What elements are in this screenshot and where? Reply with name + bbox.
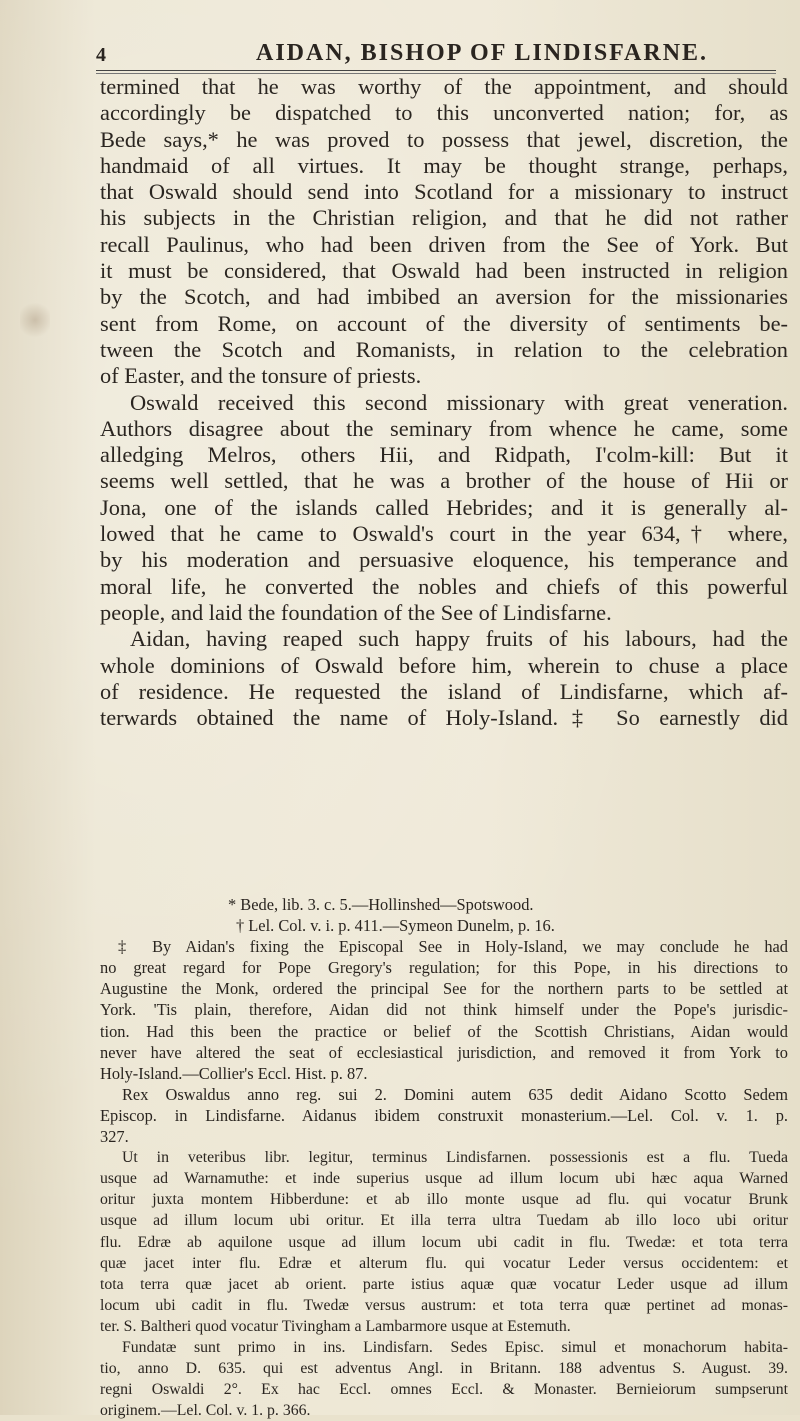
footnote-line: oritur juxta montem Hibberdune: et ab illo monte usque ad flu. qui vocatur Brunk [100, 1191, 788, 1209]
text-line: Aidan, having reaped such happy fruits of his labours, had the [130, 626, 788, 652]
text-line: sent from Rome, on account of the diversity of sentiments be- [100, 310, 788, 336]
footnote-line: usque ad Warnamuthe: et inde superius usque ad illum locum ubi hæc aqua Warned [100, 1170, 788, 1188]
paper-stain [20, 300, 50, 340]
footnote-line: never have altered the seat of ecclesiastical jurisdiction, and removed it from York to [100, 1042, 788, 1062]
text-line: whole dominions of Oswald before him, wherein to chuse a place [100, 652, 788, 678]
text-line: terwards obtained the name of Holy-Island.‡ So earnestly did [100, 705, 788, 731]
footnote-line: regni Oswaldi 2°. Ex hac Eccl. omnes Eccl. & Monaster. Bernieiorum sumpserunt [100, 1381, 788, 1399]
footnote-line: locum ubi cadit in flu. Twedæ versus austrum: et tota terra quæ pertinet ad monas- [100, 1296, 788, 1314]
footnote-line: tota terra quæ jacet ab orient. parte istius aquæ quæ vocatur Leder usque ad illum [100, 1275, 788, 1293]
footnote-line: 327. [100, 1127, 129, 1147]
footnote-line: Rex Oswaldus anno reg. sui 2. Domini autem 635 dedit Aidano Scotto Sedem [122, 1084, 788, 1104]
text-line: by the Scotch, and had imbibed an aversion for the missionaries [100, 284, 788, 310]
text-line: Oswald received this second missionary with great veneration. [130, 389, 788, 415]
footnote-line: flu. Edræ ab aquilone usque ad illum locum ubi cadit in flu. Twedæ: et tota terra [100, 1233, 788, 1251]
text-line: moral life, he converted the nobles and chiefs of this powerful [100, 573, 788, 599]
text-line: termined that he was worthy of the appointment, and should [100, 74, 788, 99]
footnote-line: tion. Had this been the practice or belief of the Scottish Christians, Aidan would [100, 1021, 788, 1041]
footnote-line: Holy-Island.—Collier's Eccl. Hist. p. 87. [100, 1063, 368, 1083]
text-line: tween the Scotch and Romanists, in relation to the celebration [100, 336, 788, 362]
text-line: Bede says,* he was proved to possess that jewel, discretion, the [100, 126, 788, 152]
footnote-line: Ut in veteribus libr. legitur, terminus Lindisfarnen. possessionis est a flu. Tueda [122, 1149, 788, 1167]
text-line: it must be considered, that Oswald had been instructed in religion [100, 258, 788, 284]
running-head: AIDAN, BISHOP OF LINDISFARNE. [256, 40, 709, 66]
text-line: people, and laid the foundation of the See of Lindisfarne. [100, 599, 612, 625]
footnote-line: usque ad illum locum ubi oritur. Et illa terra ultra Tuedam ab illo loco ubi oritur [100, 1212, 788, 1230]
text-line: by his moderation and persuasive eloquence, his temperance and [100, 547, 788, 573]
footnote-line: Episcop. in Lindisfarne. Aidanus ibidem construxit monasterium.—Lel. Col. v. 1. p. [100, 1105, 788, 1125]
footnote-line: no great regard for Pope Gregory's regulation; for this Pope, in his directions to [100, 958, 788, 978]
text-line: alledging Melros, others Hii, and Ridpath, I'colm-kill: But it [100, 442, 788, 468]
footnote-line: quæ jacet inter flu. Edræ et alterum flu. qui vocatur Leder versus occidentem: et [100, 1254, 788, 1272]
main-text [100, 74, 788, 731]
text-line: Jona, one of the islands called Hebrides; and it is generally al- [100, 494, 788, 520]
footnote-line: ‡ By Aidan's fixing the Episcopal See in Holy-Island, we may conclude he had [118, 937, 788, 957]
text-line: that Oswald should send into Scotland for a missionary to instruct [100, 179, 788, 205]
footnote-line: * Bede, lib. 3. c. 5.—Hollinshed—Spotswood. [228, 895, 534, 914]
footnote-line: York. 'Tis plain, therefore, Aidan did not think himself under the Pope's jurisdic- [100, 1000, 788, 1020]
page-number: 4 [96, 44, 106, 66]
text-line: seems well settled, that he was a brother of the house of Hii or [100, 468, 788, 494]
footnotes [100, 894, 788, 1421]
text-line: handmaid of all virtues. It may be thought strange, perhaps, [100, 152, 788, 178]
footnote-line: Augustine the Monk, ordered the principal See for the northern parts to be settled at [100, 979, 788, 999]
text-line: lowed that he came to Oswald's court in the year 634,† where, [100, 521, 788, 547]
footnote-line: † Lel. Col. v. i. p. 411.—Symeon Dunelm, p. 16. [236, 916, 555, 936]
footnote-line: ter. S. Baltheri quod vocatur Tivingham a Lambarmore usque at Estemuth. [100, 1317, 571, 1335]
footnote-line: originem.—Lel. Col. v. 1. p. 366. [100, 1402, 311, 1420]
footnote-line: tio, anno D. 635. qui est adventus Angl. in Britann. 188 adventus S. August. 39. [100, 1360, 788, 1378]
page-header [96, 40, 776, 70]
text-line: of residence. He requested the island of Lindisfarne, which af- [100, 678, 788, 704]
text-line: accordingly be dispatched to this unconverted nation; for, as [100, 100, 788, 126]
text-line: of Easter, and the tonsure of priests. [100, 363, 422, 389]
text-line: his subjects in the Christian religion, and that he did not rather [100, 205, 788, 231]
text-line: recall Paulinus, who had been driven from the See of York. But [100, 231, 788, 257]
footnote-line: Fundatæ sunt primo in ins. Lindisfarn. Sedes Episc. simul et monachorum habita- [122, 1338, 788, 1356]
text-line: Authors disagree about the seminary from whence he came, some [100, 415, 788, 441]
